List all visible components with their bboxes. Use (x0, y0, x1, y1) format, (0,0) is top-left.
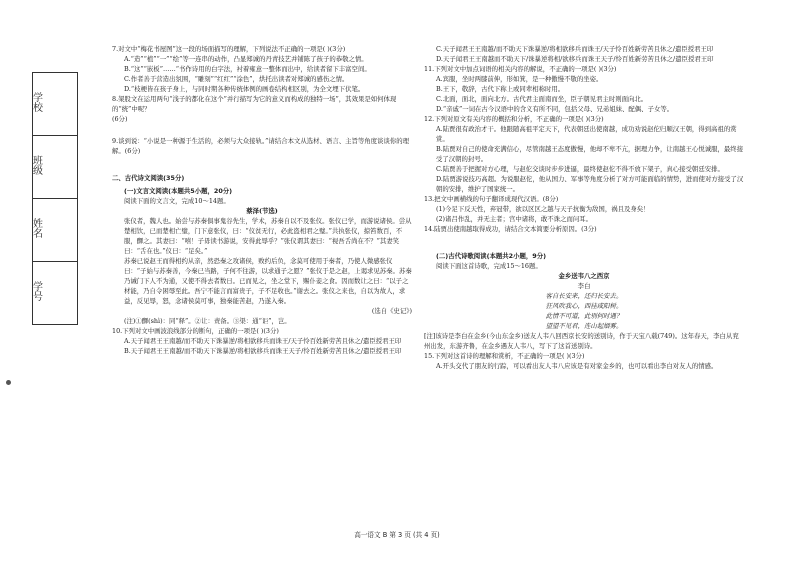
poem-line: 望望不见君，连山起烟雾。 (545, 322, 623, 330)
subsection-2-heading: (二)古代诗歌阅读(本题共2小题，9分) (436, 252, 547, 260)
classical-passage (112, 216, 412, 306)
subsection-1-heading: (一)文言文阅读(本题共5小题，20分) (124, 187, 233, 195)
passage-paragraph: 苏秦已说赵王而得相约从亲，然恐秦之攻诸侯，败约后负，念莫可使用于秦者，乃使人微感张仪曰：“子始与苏秦善，今秦已当路，子何不往游，以求通子之愿？”张仪于是之赵，上谒求见苏秦。苏秦乃诫门下人不为通，又使不得去者数日。已而见之，坐之堂下，赐仆妾之食。因而数让之曰：“以子之材能，乃自令困辱至此。吾宁不能言而富贵子，子不足收也。”谢去之。张仪之来也，自以为故人，求益，反见辱，怒，念诸侯莫可事，独秦能苦赵，乃遂入秦。 (124, 257, 412, 305)
question-7-option-b: B.“这”“嵌板”……“书作诗用的白字法，衬着雍意一整体而出中，给读者留下丰富空间。 (124, 65, 371, 73)
question-11-option-a: A.宾服，坐时两膝前伸，形如箕，是一种傲慢不敬的坐姿。 (436, 75, 603, 83)
question-12-stem: 12.下列对原文有关内容的概括和分析，不正确的一项是( )(3分) (424, 115, 604, 123)
binding-hole-mark (6, 380, 11, 385)
student-id-label: 学 号 (32, 262, 78, 325)
poem-author: 李白 (577, 282, 591, 290)
question-13-sentence-1: (1)今足下反天性，弃冠带，欲以区区之越与天子抗衡为敌国，祸且及身矣！ (436, 205, 650, 213)
question-7-stem: 7.对文中“梅花书屋图”这一段的场面描写的理解，下列说法不正确的一项是( )(3分) (112, 45, 346, 53)
question-10-option-b: B.天子闻君王王南越/而不助天下诛暴逆/将相欲移兵而诛王天子/怜百姓新劳苦且休之/遣臣授君王印 (124, 347, 402, 355)
question-14-stem: 14.陆贾出使南越取得成功，请结合文本简要分析原因。(3分) (424, 225, 597, 233)
question-11-option-c: C.北面，面北，面向北方。古代君主面南而坐，臣子朝见君主时则面向北。 (436, 95, 648, 103)
school-label: 学 校 (32, 72, 78, 136)
question-11-option-d: D.“亲戚”一词在古今汉语中的含义有所不同，包括父母、兄弟姐妹、配偶、子女等。 (436, 105, 674, 113)
question-10-stem: 10.下列对文中画波浪线部分的断句，正确的一项是( )(3分) (112, 327, 279, 335)
poem-line: 客自长安来，还归长安去。 (545, 292, 623, 300)
section-2-heading: 二、古代诗文阅读(35分) (112, 174, 185, 182)
question-12-option-a: A.陆贾很有政治才干。他跟随高祖平定天下，代表朝廷出使南越，成功劝说赵佗归顺汉王朝，得到高祖的赏赏。 (436, 125, 737, 143)
question-10-option-a: A.天子闻君王王南越/而不助天下诛暴逆/将相欲移兵而诛王/天子怜百姓新劳苦且休之/遣臣授君王印 (124, 337, 402, 345)
question-11-option-b: B.王下，敬辞，古代下称上或同辈相称时用。 (436, 85, 565, 93)
poem-instruction: 阅读下面这首诗歌，完成15～16题。 (436, 262, 542, 270)
question-12-option-c: C.陆贾善于把握对方心理，与赵佗交谈时步步进逼，最终使赵佗不得不放下架子，真心接受朝廷安排。 (436, 165, 724, 173)
question-13-stem: 13.把文中画横线的句子翻译成现代汉语。(8分) (424, 195, 559, 203)
question-13-sentence-2: (2)诸吕作乱，并无主者；宫中诸将，敢不诛之而问耳。 (436, 215, 593, 223)
question-7-option-a: A.“造”“植”“一”“绘”等一连串的动作，凸显郑诚的丹青技艺并铺陈了孩子的恭敬之情。 (124, 55, 368, 63)
question-7-option-c: C.作者善于营造出氛围，“雕刻”“红红”“涂色”，烘托出读者对郑诚的感伤之情。 (124, 75, 349, 83)
passage-note: (注)①醳(shì)：同“释”。②让：责备。③渠：通“讵”，岂。 (124, 317, 291, 325)
poem-title: 金乡送韦八之西京 (558, 272, 610, 280)
question-8-score: (6分) (112, 115, 128, 123)
question-15-option-a: A.开头交代了朋友的行踪，可以看出友人韦八应该是有对家金乡的，也可以看出李白对友人的情感。 (436, 362, 718, 370)
question-8-stem: 8.架股文在运用两句“浅子的都化在这个”并行描写为它的意义而构成的独特一场”，其效果是如何体现的“统”中呢？ (112, 95, 397, 113)
left-column (112, 44, 412, 356)
passage-source: (选自《史记》) (371, 307, 412, 315)
name-label: 姓 名 (32, 199, 78, 262)
question-12-option-b: B.陆贾对自己的使命充满信心，尽管南越王态度傲慢，他却不卑不亢，据理力争，让南越王心悦诚服，最终接受了汉朝的封号。 (436, 145, 744, 163)
passage-title: 蔡泽(节选) (246, 207, 278, 215)
student-info-box (32, 72, 78, 325)
question-15-stem: 15.下列对这首诗的理解和赏析，不正确的一项是( )(3分) (424, 352, 585, 360)
question-7-option-d: D.“枝梗皆在孩子身上，与同时期各种传统体例的画卷结构相区别，为全文埋下伏笔。 (124, 85, 365, 93)
reading-instruction: 阅读下面的文言文，完成10～14题。 (124, 197, 230, 205)
poem-line: 此情不可道，此别何时遇？ (545, 312, 623, 320)
question-11-stem: 11.下列对文中加点词语的相关内容的解说，不正确的一项是( )(3分) (424, 65, 617, 73)
poem-line: 狂风吹我心，西挂咸阳树。 (545, 302, 623, 310)
right-column (424, 44, 744, 371)
question-10-option-c: C.天子闻君王王南越/而不助天下诛暴逆/将相欲移兵而诛王/天子怜百姓新劳苦且休之/遣臣授君王印 (436, 45, 714, 53)
question-10-option-d: D.天子闻君王王南越而不助天下/诛暴逆将相/欲移兵而诛王天子/怜百姓新劳苦且休之/遣臣授君王印 (436, 55, 714, 63)
class-label: 班 级 (32, 136, 78, 199)
page-footer: 高一语文 B 第 3 页 (共 4 页) (354, 531, 440, 539)
question-12-option-d: D.陆贾游说技巧高超。为说服赵佗，他从国力、军事等角度分析了对方可能面临的情势，进而使对方接受了汉朝的安排，维护了国家统一。 (436, 175, 744, 193)
passage-paragraph: 张仪者，魏人也。始尝与苏秦俱事鬼谷先生，学术，苏秦自以不及张仪。张仪已学，而游说诸侯。尝从楚相饮，已而楚相亡璧，门下意张仪，曰：“仪贫无行，必此盗相君之璧。”共执张仪，掠笞数百，不服，醳之。其妻曰：“嘻！子毋读书游说，安得此辱乎？”张仪谓其妻曰：“视吾舌尚在不？”其妻笑曰：“舌在也。”仪曰：“足矣。” (124, 217, 412, 255)
question-9-stem: 9.谈到说：“小说是一种源于生活的，必须与大众接轨。”请结合本文从选材、语言、主旨等角度谈谈你的理解。(6分) (112, 137, 410, 155)
poem-note: [注]该诗是李白在金乡(今山东金乡)送友人韦八回西京长安的送别诗，作于天宝八载(749)。这年春天，李白从兖州出发，东游齐鲁，在金乡遇友人韦八，写下了这首送别诗。 (424, 332, 739, 350)
